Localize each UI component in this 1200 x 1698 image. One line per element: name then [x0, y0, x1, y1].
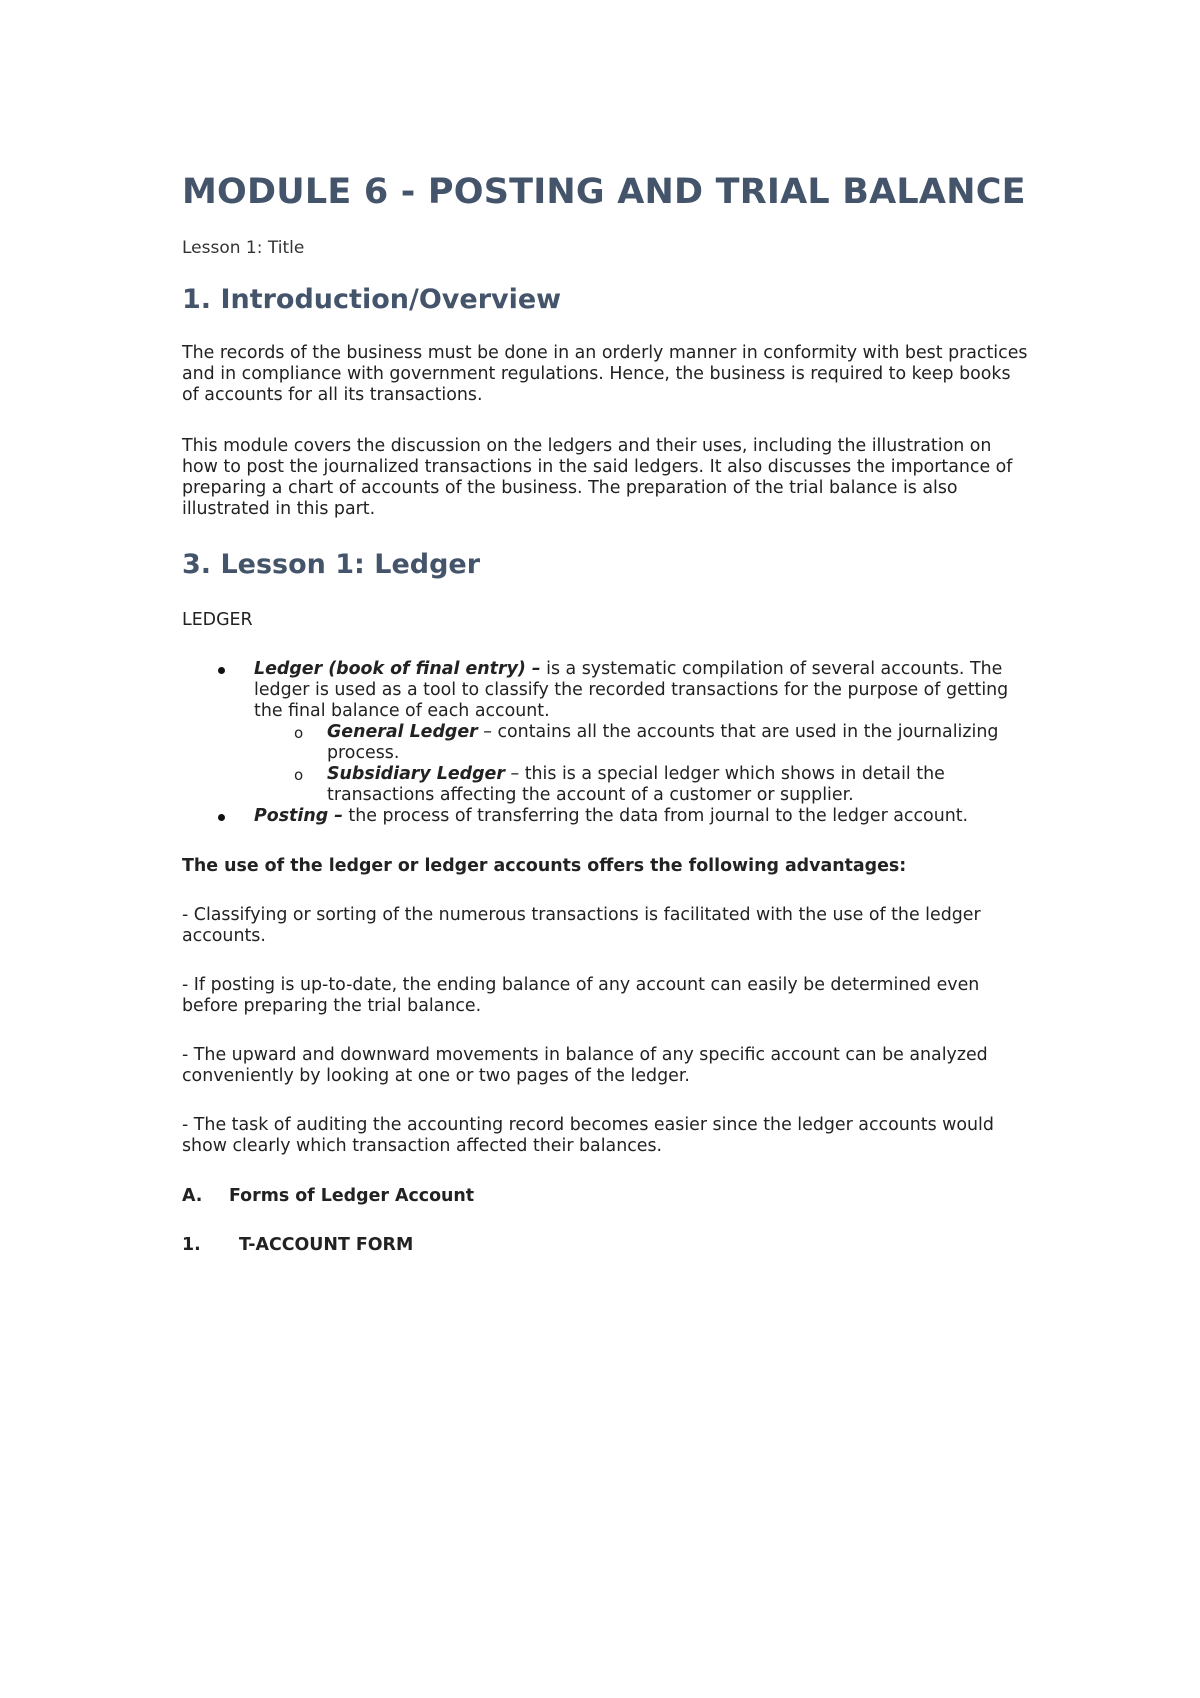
advantage-item: - The upward and downward movements in balance of any specific account can be analyzed conveniently by looking at one or two pages of the ledger. [182, 1045, 988, 1086]
term-general-ledger: General Ledger [327, 722, 478, 742]
ledger-label: LEDGER [182, 610, 253, 630]
definition-list [182, 659, 1032, 827]
subsection-heading-t-account [182, 1235, 1032, 1256]
section-heading-forms [182, 1186, 1032, 1207]
term-ledger: Ledger (book of final entry) – [254, 659, 541, 679]
section-title: Forms of Ledger Account [229, 1186, 475, 1206]
advantages-heading: The use of the ledger or ledger accounts offers the following advantages: [182, 856, 907, 876]
list-item-ledger [254, 659, 1032, 806]
advantage-item: - If posting is up-to-date, the ending balance of any account can easily be determined even before preparing the trial balance. [182, 975, 980, 1016]
lesson-heading: 3. Lesson 1: Ledger [182, 549, 481, 580]
list-item-posting [254, 806, 1032, 827]
list-item-general-ledger [294, 722, 1032, 764]
term-subsidiary-ledger: Subsidiary Ledger [327, 764, 505, 784]
subsection-marker: 1. [182, 1235, 201, 1255]
definition-posting: the process of transferring the data from journal to the ledger account. [342, 806, 969, 826]
sub-definition-list [254, 722, 1032, 806]
list-item-subsidiary-ledger [294, 764, 1032, 806]
circle-bullet-icon: o [294, 766, 304, 784]
lesson-subtitle: Lesson 1: Title [182, 238, 305, 258]
subsection-title: T-ACCOUNT FORM [239, 1235, 414, 1255]
bullet-icon [218, 667, 225, 674]
advantage-item: - Classifying or sorting of the numerous transactions is facilitated with the use of the ledger accounts. [182, 905, 981, 946]
definition-subsidiary-ledger: – this is a special ledger which shows in detail the transactions affecting the account of a customer or supplier. [327, 764, 945, 805]
term-posting: Posting – [254, 806, 343, 826]
section-marker: A. [182, 1186, 203, 1206]
definition-ledger: is a systematic compilation of several accounts. The ledger is used as a tool to classify the recorded transactions for the purpose of getting the final balance of each account. [254, 659, 1009, 721]
bullet-icon [218, 814, 225, 821]
document-content [182, 172, 1032, 1256]
document-title: MODULE 6 - POSTING AND TRIAL BALANCE [182, 172, 1026, 212]
intro-heading: 1. Introduction/Overview [182, 284, 562, 315]
definition-general-ledger: – contains all the accounts that are used in the journalizing process. [327, 722, 999, 763]
intro-paragraph-1: The records of the business must be done in an orderly manner in conformity with best practices and in compliance with government regulations. Hence, the business is required to keep books of accounts for all its transactions. [182, 343, 1028, 405]
advantage-item: - The task of auditing the accounting record becomes easier since the ledger accounts would show clearly which transaction affected their balances. [182, 1115, 994, 1156]
circle-bullet-icon: o [294, 724, 304, 742]
intro-paragraph-2: This module covers the discussion on the ledgers and their uses, including the illustration on how to post the journalized transactions in the said ledgers. It also discusses the importance of preparing a chart of accounts of the business. The preparation of the trial balance is also illustrated in this part. [182, 436, 1013, 519]
